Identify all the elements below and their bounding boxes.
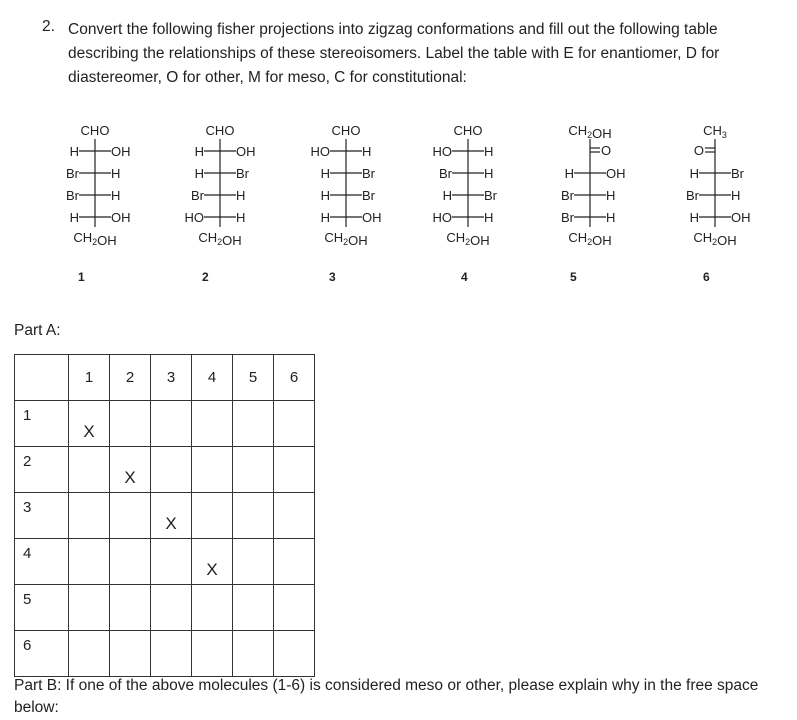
substituent-left-label: HO (432, 144, 452, 159)
column-header: 5 (233, 355, 274, 401)
row-header: 3 (15, 493, 69, 539)
substituent-left-label: H (320, 166, 330, 181)
substituent-right-label: Br (362, 188, 375, 203)
substituent-right-label: Br (362, 166, 375, 181)
substituent-left-label: HO (432, 210, 452, 225)
relationship-cell[interactable]: X (151, 493, 192, 539)
relationship-cell[interactable] (274, 539, 315, 585)
substituent-left-label: Br (686, 188, 699, 203)
substituent-right-label: H (362, 144, 372, 159)
relationship-cell[interactable] (151, 447, 192, 493)
fischer-svg (655, 118, 775, 258)
substituent-left-label: H (320, 188, 330, 203)
substituent-right-label: H (111, 188, 121, 203)
substituent-left-label: O (693, 143, 704, 158)
relationship-cell[interactable] (69, 447, 110, 493)
question-number: 2. (42, 18, 55, 35)
substituent-left-label: H (689, 166, 699, 181)
relationship-cell[interactable] (192, 401, 233, 447)
fischer-projection-5 (530, 118, 650, 258)
substituent-right-label: OH (111, 210, 131, 225)
substituent-right-label: OH (236, 144, 256, 159)
column-header: 1 (69, 355, 110, 401)
substituent-right-label: OH (362, 210, 382, 225)
table-corner-cell (15, 355, 69, 401)
fischer-svg (530, 118, 650, 258)
substituent-right-label: H (484, 144, 494, 159)
top-group-label: CHO (331, 123, 361, 138)
relationship-cell[interactable] (274, 493, 315, 539)
fischer-projection-1 (35, 118, 155, 258)
relationship-cell[interactable] (151, 401, 192, 447)
relationship-table (14, 354, 315, 677)
row-header: 6 (15, 631, 69, 677)
fischer-svg (35, 118, 155, 258)
substituent-left-label: Br (561, 210, 574, 225)
row-header: 2 (15, 447, 69, 493)
bottom-group-label: $CH_2OH$ (693, 230, 737, 248)
substituent-right-label: H (236, 210, 246, 225)
row-header: 4 (15, 539, 69, 585)
relationship-cell[interactable] (110, 493, 151, 539)
part-a-label: Part A: (14, 322, 61, 339)
relationship-cell[interactable]: X (192, 539, 233, 585)
projection-number-2: 2 (202, 270, 209, 284)
fischer-projection-3 (286, 118, 406, 258)
relationship-cell[interactable]: X (110, 447, 151, 493)
substituent-left-label: H (194, 144, 204, 159)
table-row (15, 585, 315, 631)
substituent-right-label: OH (606, 166, 626, 181)
top-group-label: CHO (453, 123, 483, 138)
fischer-projection-4 (408, 118, 528, 258)
substituent-left-label: H (442, 188, 452, 203)
table-row (15, 447, 315, 493)
substituent-left-label: Br (439, 166, 452, 181)
substituent-left-label: H (320, 210, 330, 225)
relationship-cell[interactable] (151, 631, 192, 677)
substituent-right-label: Br (236, 166, 249, 181)
relationship-cell[interactable] (192, 447, 233, 493)
substituent-right-label: OH (731, 210, 751, 225)
relationship-cell[interactable] (192, 585, 233, 631)
projection-number-3: 3 (329, 270, 336, 284)
column-header: 4 (192, 355, 233, 401)
substituent-left-label: HO (184, 210, 204, 225)
relationship-cell[interactable] (233, 493, 274, 539)
substituent-right-label: H (236, 188, 246, 203)
substituent-left-label: HO (310, 144, 330, 159)
table-row (15, 631, 315, 677)
relationship-cell[interactable] (69, 631, 110, 677)
substituent-right-label: H (484, 166, 494, 181)
relationship-cell[interactable] (192, 631, 233, 677)
top-group-label: CHO (205, 123, 235, 138)
substituent-right-label: H (731, 188, 741, 203)
relationship-cell[interactable] (274, 631, 315, 677)
relationship-cell[interactable] (110, 631, 151, 677)
relationship-cell[interactable] (274, 585, 315, 631)
fischer-svg (160, 118, 280, 258)
fischer-svg (408, 118, 528, 258)
relationship-cell[interactable] (233, 401, 274, 447)
substituent-left-label: H (194, 166, 204, 181)
substituent-right-label: H (606, 210, 616, 225)
substituent-left-label: Br (191, 188, 204, 203)
substituent-right-label: H (484, 210, 494, 225)
relationship-cell[interactable] (274, 401, 315, 447)
relationship-cell[interactable] (69, 539, 110, 585)
relationship-cell[interactable] (110, 539, 151, 585)
substituent-left-label: H (564, 166, 574, 181)
relationship-cell[interactable] (233, 447, 274, 493)
relationship-cell[interactable] (110, 401, 151, 447)
relationship-cell[interactable]: X (69, 401, 110, 447)
relationship-cell[interactable] (192, 493, 233, 539)
relationship-cell[interactable] (233, 585, 274, 631)
substituent-left-label: Br (66, 188, 79, 203)
relationship-cell[interactable] (151, 539, 192, 585)
substituent-right-label: Br (731, 166, 744, 181)
column-header: 2 (110, 355, 151, 401)
table-row (15, 493, 315, 539)
substituent-left-label: H (69, 144, 79, 159)
projection-number-4: 4 (461, 270, 468, 284)
substituent-left-label: Br (66, 166, 79, 181)
projection-number-6: 6 (703, 270, 710, 284)
table-row (15, 539, 315, 585)
top-group-label: $CH_3$ (703, 123, 727, 140)
substituent-left-label: H (689, 210, 699, 225)
bottom-group-label: $CH_2OH$ (198, 230, 242, 248)
projection-number-1: 1 (78, 270, 85, 284)
substituent-left-label: H (69, 210, 79, 225)
projection-number-5: 5 (570, 270, 577, 284)
substituent-left-label: Br (561, 188, 574, 203)
bottom-group-label: $CH_2OH$ (324, 230, 368, 248)
relationship-cell[interactable] (274, 447, 315, 493)
row-header: 5 (15, 585, 69, 631)
relationship-cell[interactable] (110, 585, 151, 631)
top-group-label: CHO (80, 123, 110, 138)
bottom-group-label: $CH_2OH$ (446, 230, 490, 248)
relationship-cell[interactable] (69, 585, 110, 631)
substituent-right-label: Br (484, 188, 497, 203)
relationship-cell[interactable] (233, 539, 274, 585)
relationship-cell[interactable] (233, 631, 274, 677)
bottom-group-label: $CH_2OH$ (73, 230, 117, 248)
substituent-right-label: O (601, 143, 612, 158)
top-group-label: $CH_2OH$ (568, 123, 612, 141)
substituent-right-label: OH (111, 144, 131, 159)
question-text: Convert the following fisher projections into zigzag conformations and fill out the following table describing the relationships of these stereoisomers. Label the table with E for enantiomer, D for diastereomer, O for other, M for meso, C for constitutional: (68, 21, 720, 86)
row-header: 1 (15, 401, 69, 447)
table-row (15, 401, 315, 447)
relationship-cell[interactable] (151, 585, 192, 631)
fischer-projection-2 (160, 118, 280, 258)
fischer-projection-6 (655, 118, 775, 258)
relationship-cell[interactable] (69, 493, 110, 539)
bottom-group-label: $CH_2OH$ (568, 230, 612, 248)
fischer-svg (286, 118, 406, 258)
column-header: 6 (274, 355, 315, 401)
part-b-text: Part B: If one of the above molecules (1-6) is considered meso or other, please explain why in the free space below: (14, 677, 759, 716)
substituent-right-label: H (606, 188, 616, 203)
substituent-right-label: H (111, 166, 121, 181)
column-header: 3 (151, 355, 192, 401)
